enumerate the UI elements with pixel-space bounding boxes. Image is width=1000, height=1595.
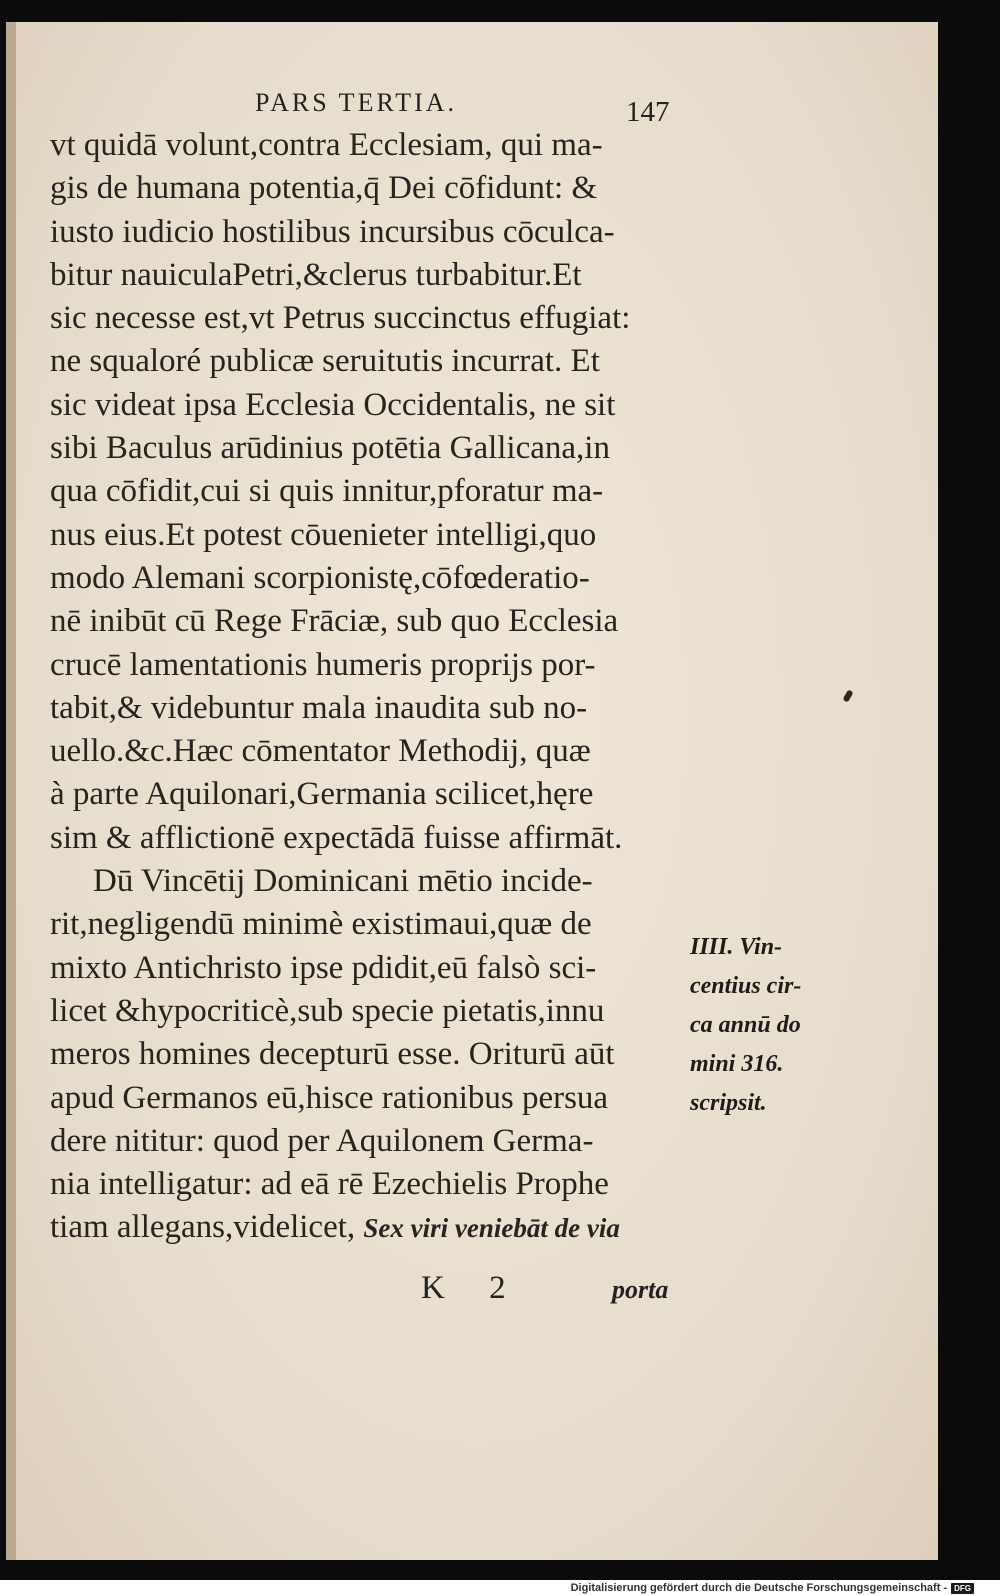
running-head: PARS TERTIA. [255,88,458,117]
text-line: nē inibūt cū Rege Frāciæ, sub quo Ecclesia [50,603,619,640]
body-text [50,124,710,1250]
text-line: meros homines decepturū esse. Oriturū aūt [50,1036,615,1073]
text-line: sic videat ipsa Ecclesia Occidentalis, ne sit [50,386,616,423]
text-line: dere nititur: quod per Aquilonem Germa- [50,1122,594,1159]
text-line: vt quidā volunt,contra Ecclesiam, qui ma- [50,127,603,163]
text-line: nus eius.Et potest cōuenieter intelligi,quo [50,516,597,553]
text-line: rit,negligendū minimè existimaui,quæ de [50,906,592,943]
text-line: ne squaloré publicæ seruitutis incurrat. Et [50,343,600,380]
margin-note-line: scripsit. [690,1090,767,1116]
text-line: iusto iudicio hostilibus incursibus cōculca- [50,213,615,250]
margin-note-line: mini 316. [690,1051,784,1077]
catchword: porta [612,1275,669,1304]
page-gutter [6,22,16,1560]
page-number: 147 [626,96,670,128]
text-line: à parte Aquilonari,Germania scilicet,hęre [50,776,594,813]
text-line: licet &hypocriticè,sub specie pietatis,innu [50,992,605,1029]
margin-note-line: centius cir- [690,973,802,999]
italic-quotation: Sex viri veniebāt de via [363,1213,620,1244]
text-line-roman: tiam allegans,videlicet, [50,1209,356,1246]
text-line [50,1206,710,1249]
margin-note-line: IIII. Vin- [690,934,783,960]
text-line: gis de humana potentia,q̄ Dei cōfidunt: & [50,170,598,207]
text-line: sic necesse est,vt Petrus succinctus effugiat: [50,300,631,337]
margin-note [690,928,840,1123]
dfg-logo-icon: DFG [951,1583,974,1594]
signature-mark: K 2 [421,1270,524,1306]
text-line: modo Alemani scorpionistę,cōfœderatio- [50,559,590,596]
text-line: nia intelligatur: ad eā rē Ezechielis Prophe [50,1166,609,1203]
text-line: crucē lamentationis humeris proprijs por- [50,646,596,683]
text-line: apud Germanos eū,hisce rationibus persua [50,1079,609,1116]
text-line: tabit,& videbuntur mala inaudita sub no- [50,689,588,726]
paragraph-start-line: Dū Vincētij Dominicani mētio incide- [93,863,593,900]
text-line: bitur nauiculaPetri,&clerus turbabitur.Et [50,256,582,293]
text-line: sim & afflictionē expectādā fuisse affirmāt. [50,819,623,856]
footer-text: Digitalisierung gefördert durch die Deutsche Forschungsgemeinschaft - [570,1582,948,1594]
text-line: mixto Antichristo ipse pdidit,eū falsò sci- [50,949,597,986]
text-line: qua cōfidit,cui si quis innitur,pforatur ma- [50,473,604,510]
digitization-footer [571,1582,974,1594]
text-line: sibi Baculus arūdinius potētia Gallicana,in [50,430,610,467]
text-line: uello.&c.Hæc cōmentator Methodij, quæ [50,733,591,770]
margin-note-line: ca annū do [690,1012,801,1038]
